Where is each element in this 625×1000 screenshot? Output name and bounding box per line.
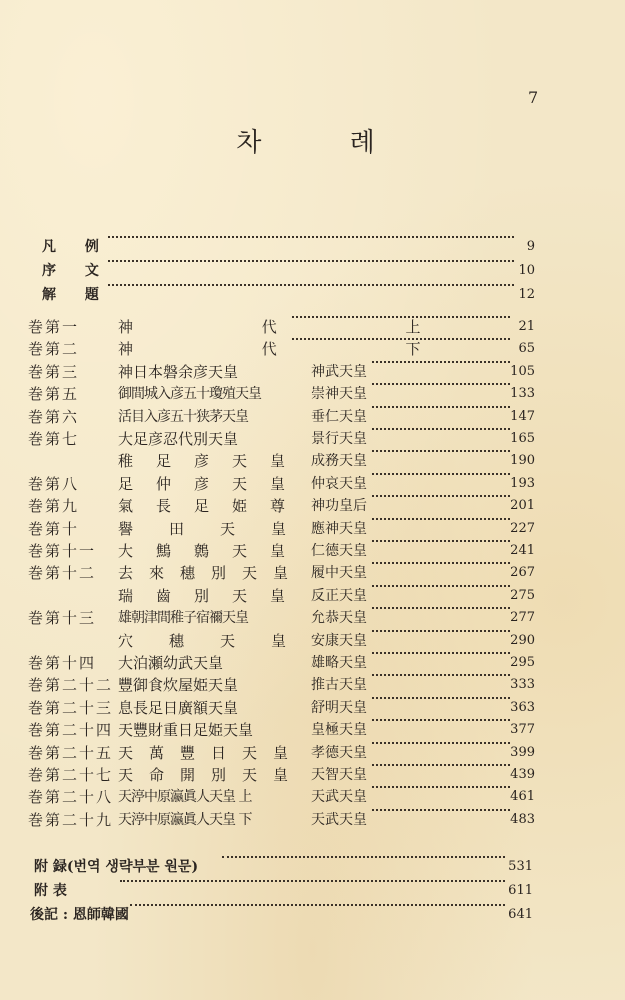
page-ref: 461 [510,789,535,804]
page-ref: 611 [508,883,533,898]
emperor-name: 大泊瀬幼武天皇 [118,654,224,672]
toc-row-front-matter [0,260,625,282]
page-ref: 147 [510,409,535,424]
volume-label: 巻第二十四 [28,721,114,739]
leader-dots [292,316,510,318]
page-ref: 65 [518,341,535,356]
volume-label: 巻第九 [28,497,80,515]
toc-row [0,630,625,652]
emperor-name: 豐御食炊屋姫天皇 [118,676,239,694]
emperor-name: 天渟中原瀛眞人天皇 下 [118,812,252,828]
emperor-name: 神日本磐余彦天皇 [118,363,239,381]
posthumous-name: 成務天皇 [311,453,367,469]
leader-dots [372,607,510,609]
toc-row [0,406,625,428]
emperor-name: 天命開別天皇 [118,766,305,784]
page-ref: 277 [510,610,535,625]
page-ref: 275 [510,588,535,603]
leader-dots [372,674,510,676]
emperor-name: 神 代 下 [118,340,483,358]
leader-dots [372,495,510,497]
back-matter-label: 附 録(번역 생략부분 원문) [34,859,199,875]
back-matter-label: 後記 : 恩師韓國 [30,907,129,923]
toc-row [0,518,625,540]
posthumous-name: 仲哀天皇 [311,476,367,492]
emperor-name: 足仲彦天皇 [118,475,309,493]
page-ref: 241 [510,543,535,558]
toc-row [0,338,625,360]
posthumous-name: 孝德天皇 [311,745,367,761]
page-ref: 295 [510,655,535,670]
toc-row [0,383,625,405]
emperor-name: 去來穗別天皇 [118,564,305,582]
emperor-name: 天萬豐日天皇 [118,744,305,762]
posthumous-name: 崇神天皇 [311,386,367,402]
page-number: 7 [528,88,539,107]
toc-row [0,473,625,495]
volume-label: 巻第二十八 [28,788,114,806]
leader-dots [372,450,510,452]
volume-label: 巻第二十三 [28,699,114,717]
posthumous-name: 天武天皇 [311,812,367,828]
page-ref: 377 [510,722,535,737]
page-ref: 439 [510,767,535,782]
emperor-name: 天渟中原瀛眞人天皇 上 [118,789,252,805]
posthumous-name: 神功皇后 [311,498,367,514]
page-ref: 227 [510,521,535,536]
volume-label: 巻第二十七 [28,766,114,784]
toc-row [0,652,625,674]
toc-row [0,428,625,450]
volume-label: 巻第二十五 [28,744,114,762]
toc-row [0,316,625,338]
front-matter-label: 解 題 [42,287,111,303]
volume-label: 巻第十三 [28,609,97,627]
page-ref: 9 [526,239,535,254]
leader-dots [372,518,510,520]
posthumous-name: 景行天皇 [311,431,367,447]
page-ref: 165 [510,431,535,446]
page-ref: 12 [518,287,535,302]
toc-row [0,742,625,764]
emperor-name: 譽田天皇 [118,520,323,538]
leader-dots [108,260,514,262]
volume-label: 巻第八 [28,475,80,493]
toc-row [0,450,625,472]
volume-label: 巻第十一 [28,542,97,560]
posthumous-name: 應神天皇 [311,521,367,537]
emperor-name: 御間城入彦五十瓊殖天皇 [118,386,261,402]
leader-dots [372,562,510,564]
toc-row-back-matter [0,880,625,902]
page-ref: 290 [510,633,535,648]
front-matter-label: 凡 例 [42,239,111,255]
posthumous-name: 天武天皇 [311,789,367,805]
leader-dots [372,361,510,363]
toc-row-front-matter [0,236,625,258]
back-matter-label: 附 表 [34,883,67,899]
toc-row [0,562,625,584]
page-ref: 21 [518,319,535,334]
toc-row [0,495,625,517]
leader-dots [108,236,514,238]
posthumous-name: 推古天皇 [311,677,367,693]
toc-row [0,540,625,562]
emperor-name: 氣長足姫尊 [118,497,309,515]
volume-label: 巻第十二 [28,564,97,582]
toc-row [0,361,625,383]
emperor-name: 瑞齒別天皇 [118,587,309,605]
posthumous-name: 舒明天皇 [311,700,367,716]
leader-dots [372,652,510,654]
leader-dots [372,540,510,542]
volume-label: 巻第二十二 [28,676,114,694]
volume-label: 巻第三 [28,363,80,381]
leader-dots [372,630,510,632]
toc-row [0,764,625,786]
leader-dots [130,904,505,906]
emperor-name: 雄朝津間稚子宿禰天皇 [118,610,248,626]
posthumous-name: 神武天皇 [311,364,367,380]
page-ref: 333 [510,677,535,692]
toc-row [0,674,625,696]
page-ref: 10 [518,263,535,278]
page-ref: 193 [510,476,535,491]
posthumous-name: 安康天皇 [311,633,367,649]
emperor-name: 稚足彦天皇 [118,452,309,470]
posthumous-name: 允恭天皇 [311,610,367,626]
toc-row [0,809,625,831]
leader-dots [372,719,510,721]
emperor-name: 大足彦忍代別天皇 [118,430,239,448]
toc-row [0,585,625,607]
leader-dots [372,473,510,475]
leader-dots [372,406,510,408]
page-ref: 190 [510,453,535,468]
toc-row [0,697,625,719]
page-ref: 105 [510,364,535,379]
emperor-name: 穴穗天皇 [118,632,323,650]
page-ref: 267 [510,565,535,580]
leader-dots [108,284,514,286]
leader-dots [372,585,510,587]
page-ref: 641 [508,907,533,922]
posthumous-name: 皇極天皇 [311,722,367,738]
posthumous-name: 雄略天皇 [311,655,367,671]
volume-label: 巻第六 [28,408,80,426]
leader-dots [372,697,510,699]
toc-row-back-matter [0,904,625,926]
leader-dots [292,338,510,340]
volume-label: 巻第二 [28,340,80,358]
posthumous-name: 仁德天皇 [311,543,367,559]
volume-label: 巻第五 [28,385,80,403]
leader-dots [120,880,505,882]
toc-row [0,719,625,741]
page-ref: 201 [510,498,535,513]
toc-row [0,607,625,629]
toc-row [0,786,625,808]
emperor-name: 息長足日廣額天皇 [118,699,239,717]
leader-dots [372,764,510,766]
emperor-name: 天豐財重日足姫天皇 [118,721,254,739]
posthumous-name: 履中天皇 [311,565,367,581]
page-ref: 399 [510,745,535,760]
posthumous-name: 垂仁天皇 [311,409,367,425]
leader-dots [372,786,510,788]
volume-label: 巻第十四 [28,654,97,672]
emperor-name: 大鷦鷯天皇 [118,542,309,560]
volume-label: 巻第十 [28,520,80,538]
page-ref: 363 [510,700,535,715]
page-ref: 531 [508,859,533,874]
volume-label: 巻第二十九 [28,811,114,829]
page-ref: 483 [510,812,535,827]
volume-label: 巻第七 [28,430,80,448]
leader-dots [222,856,505,858]
page-title: 차 례 [236,128,415,158]
leader-dots [372,809,510,811]
posthumous-name: 反正天皇 [311,588,367,604]
posthumous-name: 天智天皇 [311,767,367,783]
emperor-name: 神 代 上 [118,318,483,336]
toc-row-back-matter [0,856,625,878]
page-ref: 133 [510,386,535,401]
toc-row-front-matter [0,284,625,306]
leader-dots [372,383,510,385]
volume-label: 巻第一 [28,318,80,336]
emperor-name: 活目入彦五十狭茅天皇 [118,409,248,425]
leader-dots [372,742,510,744]
front-matter-label: 序 文 [42,263,111,279]
leader-dots [372,428,510,430]
